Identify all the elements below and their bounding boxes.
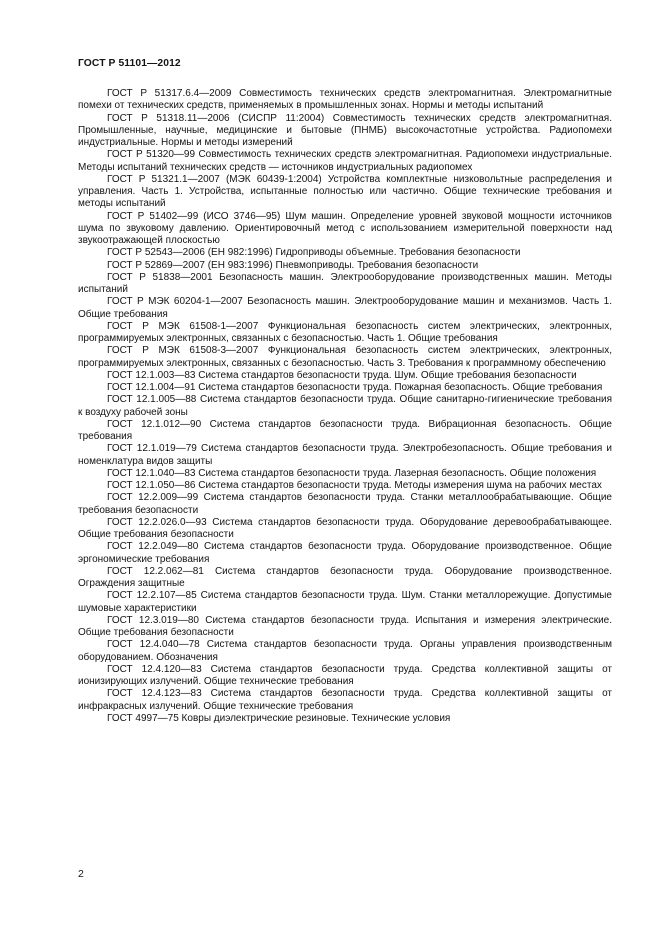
reference-item: ГОСТ Р МЭК 61508-3—2007 Функциональная безопасность систем электрических, электронных, программируемых электронных, связанных с безопасностью. Часть 3. Требования к программному обеспечению — [78, 345, 612, 369]
reference-item: ГОСТ 12.2.049—80 Система стандартов безопасности труда. Оборудование производственное. Общие эргономические требования — [78, 541, 612, 565]
reference-item: ГОСТ Р 52869—2007 (ЕН 983:1996) Пневмоприводы. Требования безопасности — [107, 259, 479, 271]
document-header: ГОСТ Р 51101—2012 — [78, 58, 181, 69]
reference-item: ГОСТ 12.1.004—91 Система стандартов безопасности труда. Пожарная безопасность. Общие требования — [107, 382, 603, 393]
reference-item: ГОСТ 12.1.003—83 Система стандартов безопасности труда. Шум. Общие требования безопасности — [107, 369, 577, 381]
reference-item: ГОСТ Р 52543—2006 (ЕН 982:1996) Гидроприводы объемные. Требования безопасности — [107, 247, 521, 259]
reference-item: ГОСТ Р 51318.11—2006 (СИСПР 11:2004) Совместимость технических средств электромагнитная. Промышленные, научные, медицинские и бытовые (ПНМБ) высокочастотные устройства. Радиопомехи индустриальные. Нормы и методы измерений — [78, 112, 612, 148]
reference-item: ГОСТ Р 51320—99 Совместимость технических средств электромагнитная. Радиопомехи индустриальные. Методы испытаний технических средств — источников индустриальных радиопомех — [78, 149, 612, 173]
reference-item: ГОСТ 12.2.107—85 Система стандартов безопасности труда. Шум. Станки металлорежущие. Допустимые шумовые характеристики — [78, 590, 612, 614]
reference-item: ГОСТ 12.3.019—80 Система стандартов безопасности труда. Испытания и измерения электрические. Общие требования безопасности — [78, 614, 612, 638]
references-list — [78, 88, 612, 725]
reference-item: ГОСТ 12.1.005—88 Система стандартов безопасности труда. Общие санитарно-гигиенические требования к воздуху рабочей зоны — [78, 394, 612, 418]
reference-item: ГОСТ Р 51838—2001 Безопасность машин. Электрооборудование производственных машин. Методы испытаний — [78, 271, 612, 295]
reference-item: ГОСТ 12.2.062—81 Система стандартов безопасности труда. Оборудование производственное. Ограждения защитные — [78, 565, 612, 589]
reference-item: ГОСТ 12.2.009—99 Система стандартов безопасности труда. Станки металлообрабатывающие. Общие требования безопасности — [78, 492, 612, 516]
reference-item: ГОСТ Р МЭК 61508-1—2007 Функциональная безопасность систем электрических, электронных, программируемых электронных, связанных с безопасностью. Часть 1. Общие требования — [78, 320, 612, 344]
reference-item: ГОСТ 12.1.040—83 Система стандартов безопасности труда. Лазерная безопасность. Общие положения — [107, 467, 597, 479]
reference-item: ГОСТ Р 51402—99 (ИСО 3746—95) Шум машин. Определение уровней звуковой мощности источников шума по звуковому давлению. Ориентировочный метод с использованием измерительной поверхности над звукоотражающей плоскостью — [78, 210, 612, 246]
page-number: 2 — [78, 868, 84, 880]
reference-item: ГОСТ 12.4.123—83 Система стандартов безопасности труда. Средства коллективной защиты от инфракрасных излучений. Общие технические требования — [78, 688, 612, 712]
reference-item: ГОСТ 12.2.026.0—93 Система стандартов безопасности труда. Оборудование деревообрабатывающее. Общие требования безопасности — [78, 516, 612, 540]
reference-item: ГОСТ 12.4.040—78 Система стандартов безопасности труда. Органы управления производственным оборудованием. Обозначения — [78, 639, 612, 663]
reference-item: ГОСТ Р 51317.6.4—2009 Совместимость технических средств электромагнитная. Электромагнитные помехи от технических средств, применяемых в промышленных зонах. Нормы и методы испытаний — [78, 88, 612, 112]
reference-item: ГОСТ 12.4.120—83 Система стандартов безопасности труда. Средства коллективной защиты от ионизирующих излучений. Общие технические требования — [78, 663, 612, 687]
reference-item: ГОСТ 4997—75 Ковры диэлектрические резиновые. Технические условия — [107, 712, 451, 724]
reference-item: ГОСТ 12.1.012—90 Система стандартов безопасности труда. Вибрационная безопасность. Общие требования — [78, 418, 612, 442]
reference-item: ГОСТ Р 51321.1—2007 (МЭК 60439-1:2004) Устройства комплектные низковольтные распределения и управления. Часть 1. Устройства, испытанные полностью или частично. Общие технические требования и методы испытаний — [78, 173, 612, 210]
reference-item: ГОСТ 12.1.050—86 Система стандартов безопасности труда. Методы измерения шума на рабочих местах — [107, 480, 602, 491]
reference-item: ГОСТ Р МЭК 60204-1—2007 Безопасность машин. Электрооборудование машин и механизмов. Часть 1. Общие требования — [78, 296, 612, 320]
reference-item: ГОСТ 12.1.019—79 Система стандартов безопасности труда. Электробезопасность. Общие требования и номенклатура видов защиты — [78, 443, 612, 467]
